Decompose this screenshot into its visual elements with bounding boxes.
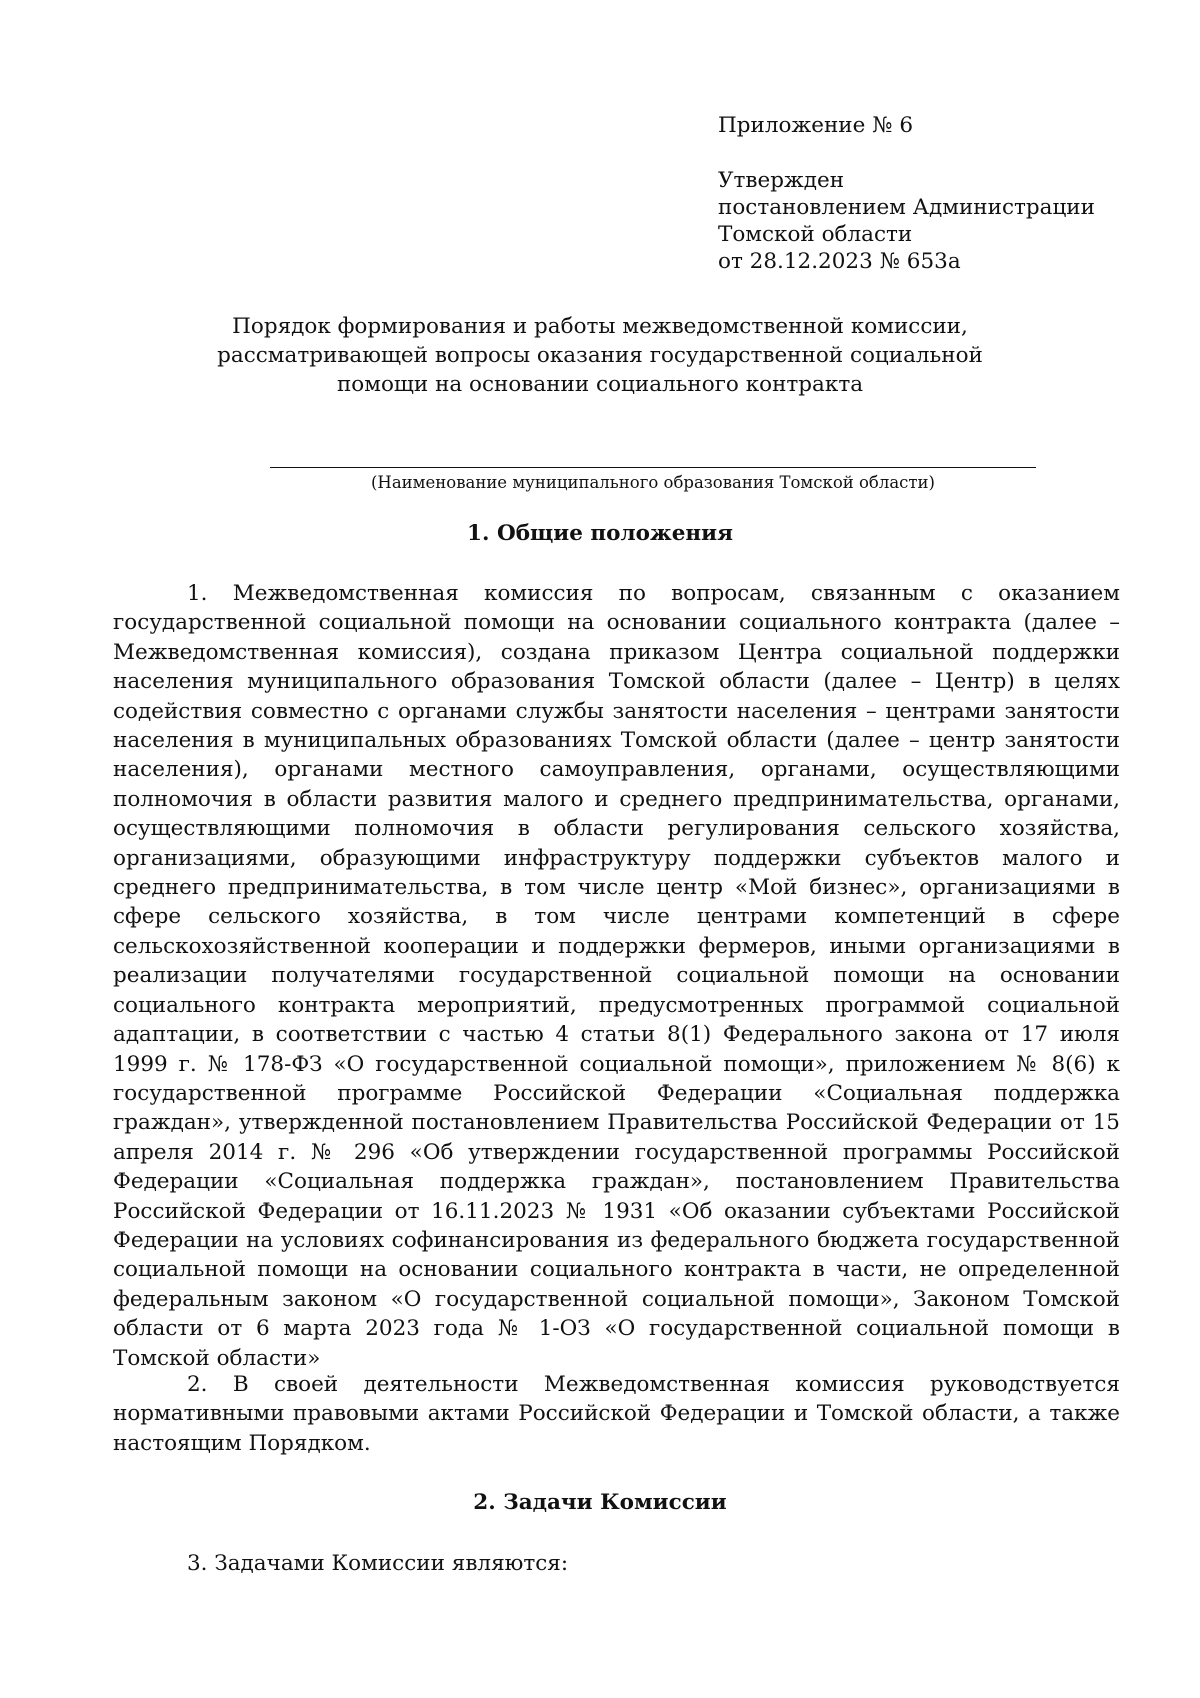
document-title (180, 312, 1020, 399)
paragraph-3 (113, 1549, 1120, 1578)
paragraph-1 (113, 579, 1120, 1373)
approval-block (718, 112, 1178, 275)
title-line-2: рассматривающей вопросы оказания государственной социальной (217, 343, 983, 368)
paragraph-1-text: 1. Межведомственная комиссия по вопросам, связанным с оказанием государственной социальной помощи на основании социального контракта (далее – Межведомственная комиссия), создана приказом Центра социальной поддержки населения муниципального образования Томской области (далее – Центр) в целях содействия совместно с органами службы занятости населения – центрами занятости населения в муниципальных образованиях Томской области (далее – центр занятости населения), органами местного самоуправления, органами, осуществляющими полномочия в области развития малого и среднего предпринимательства, органами, осуществляющими полномочия в области регулирования сельского хозяйства, организациями, образующими инфраструктуру поддержки субъектов малого и среднего предпринимательства, в том числе центр «Мой бизнес», организациями в сфере сельского хозяйства, в том числе центрами компетенций в сфере сельскохозяйственной кооперации и поддержки фермеров, иными организациями в реализации получателями государственной социальной помощи на основании социального контракта мероприятий, предусмотренных программой социальной адаптации, в соответствии с частью 4 статьи 8(1) Федерального закона от 17 июля 1999 г. № 178-ФЗ «О государственной социальной помощи», приложением № 8(6) к государственной программе Российской Федерации «Социальная поддержка граждан», утвержденной постановлением Правительства Российской Федерации от 15 апреля 2014 г. № 296 «Об утверждении государственной программы Российской Федерации «Социальная поддержка граждан», постановлением Правительства Российской Федерации от 16.11.2023 № 1931 «Об оказании субъектами Российской Федерации на условиях софинансирования из федерального бюджета государственной социальной помощи на основании социального контракта в части, не определенной федеральным законом «О государственной социальной помощи», Законом Томской области от 6 марта 2023 года № 1-ОЗ «О государственной социальной помощи в Томской области» (113, 581, 1120, 1371)
section-1-heading: 1. Общие положения (467, 521, 733, 546)
paragraph-2-text: 2. В своей деятельности Межведомственная комиссия руководствуется нормативными правовыми актами Российской Федерации и Томской области, а также настоящим Порядком. (113, 1372, 1120, 1456)
paragraph-3-text: 3. Задачами Комиссии являются: (187, 1551, 569, 1576)
municipality-caption: (Наименование муниципального образования Томской области) (371, 473, 935, 492)
section-2-heading: 2. Задачи Комиссии (473, 1490, 727, 1515)
title-line-3: помощи на основании социального контракта (336, 372, 864, 397)
paragraph-2 (113, 1370, 1120, 1458)
approval-date-number: от 28.12.2023 № 653а (718, 249, 961, 274)
municipality-fill-line (270, 467, 1036, 468)
approved-by: постановлением Администрации (718, 195, 1095, 220)
approved-region: Томской области (718, 222, 913, 247)
appendix-number: Приложение № 6 (718, 113, 914, 138)
title-line-1: Порядок формирования и работы межведомственной комиссии, (232, 314, 968, 339)
approved-label: Утвержден (718, 168, 845, 193)
